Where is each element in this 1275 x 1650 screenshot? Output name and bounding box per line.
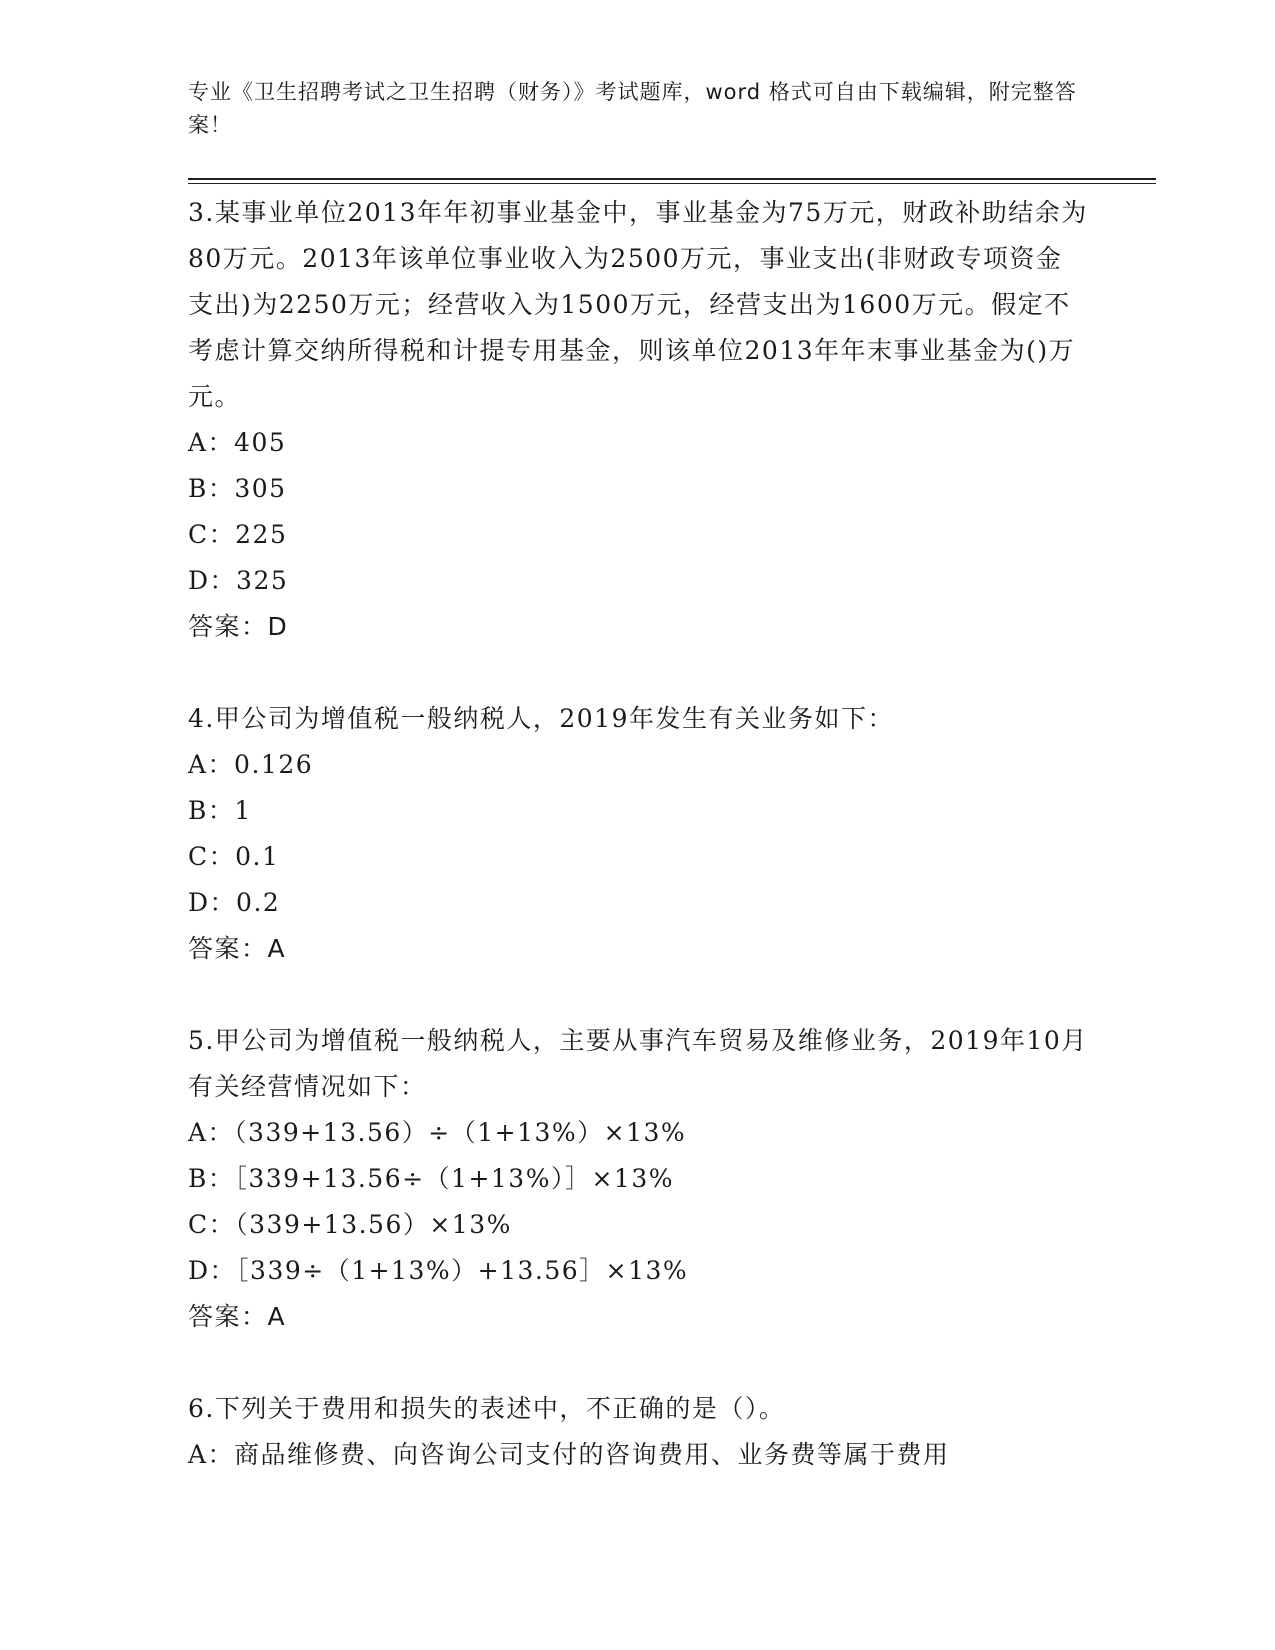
answer-line: 答案：D	[188, 612, 289, 641]
question-text: 3.某事业单位2013年年初事业基金中，事业基金为75万元，财政补助结余为80万元。2013年该单位事业收入为2500万元，事业支出(非财政专项资金支出)为2250万元；经营收入为1500万元，经营支出为1600万元。假定不考虑计算交纳所得税和计提专用基金，则该单位2013年年末事业基金为()万元。	[188, 198, 1088, 411]
answer-line: 答案：A	[188, 1302, 287, 1331]
question-text: 5.甲公司为增值税一般纳税人，主要从事汽车贸易及维修业务，2019年10月有关经营情况如下：	[188, 1026, 1088, 1101]
option-b: B：305	[188, 474, 287, 503]
option-c: C：（339+13.56）×13%	[188, 1210, 512, 1239]
question-6	[188, 1386, 1088, 1478]
question-list	[188, 190, 1088, 1524]
option-c: C：0.1	[188, 842, 280, 871]
question-text: 4.甲公司为增值税一般纳税人，2019年发生有关业务如下：	[188, 704, 894, 733]
option-d: D：0.2	[188, 888, 281, 917]
question-5	[188, 1018, 1088, 1340]
option-a: A：0.126	[188, 750, 314, 779]
question-4	[188, 696, 1088, 972]
option-b: B：1	[188, 796, 252, 825]
option-d: D：325	[188, 566, 289, 595]
answer-line: 答案：A	[188, 934, 287, 963]
header-divider	[188, 178, 1156, 180]
header-divider-thin	[188, 183, 1156, 184]
document-header: 专业《卫生招聘考试之卫生招聘（财务）》考试题库，word 格式可自由下载编辑，附完整答案！	[188, 80, 1077, 137]
option-a: A：商品维修费、向咨询公司支付的咨询费用、业务费等属于费用	[188, 1440, 950, 1469]
option-a: A：（339+13.56）÷（1+13%）×13%	[188, 1118, 687, 1147]
option-b: B：［339+13.56÷（1+13%）］×13%	[188, 1164, 674, 1193]
option-a: A：405	[188, 428, 287, 457]
question-text: 6.下列关于费用和损失的表述中，不正确的是（）。	[188, 1394, 786, 1423]
option-c: C：225	[188, 520, 288, 549]
question-3	[188, 190, 1088, 650]
option-d: D：［339÷（1+13%）+13.56］×13%	[188, 1256, 689, 1285]
